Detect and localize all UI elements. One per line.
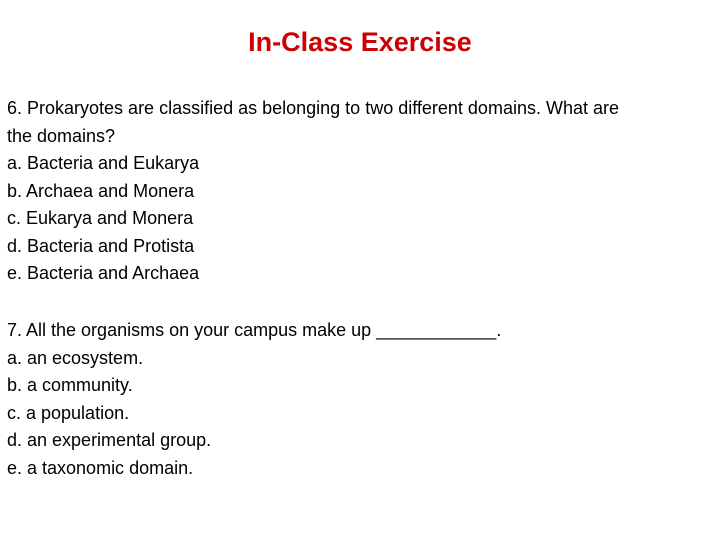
question-7-option-d: d. an experimental group. — [7, 430, 212, 450]
question-7-option-b: b. a community. — [7, 375, 133, 395]
question-7-option-c: c. a population. — [7, 402, 130, 423]
question-6-option-a: a. Bacteria and Eukarya — [7, 153, 200, 173]
question-7 — [7, 317, 707, 482]
question-7-option-a: a. an ecosystem. — [7, 347, 144, 368]
question-6-stem-line-1: 6. Prokaryotes are classified as belonging to two different domains. What are — [7, 98, 619, 118]
question-6-option-e: e. Bacteria and Archaea — [7, 263, 200, 283]
question-6-option-b: b. Archaea and Monera — [7, 180, 195, 201]
question-7-stem: 7. All the organisms on your campus make up ____________. — [7, 320, 502, 340]
question-6-option-c: c. Eukarya and Monera — [7, 208, 194, 228]
question-6-stem-line-2: the domains? — [7, 125, 116, 146]
question-7-option-e: e. a taxonomic domain. — [7, 457, 194, 478]
question-6 — [7, 95, 707, 288]
question-6-option-d: d. Bacteria and Protista — [7, 235, 195, 256]
slide-title: In-Class Exercise — [248, 27, 472, 57]
